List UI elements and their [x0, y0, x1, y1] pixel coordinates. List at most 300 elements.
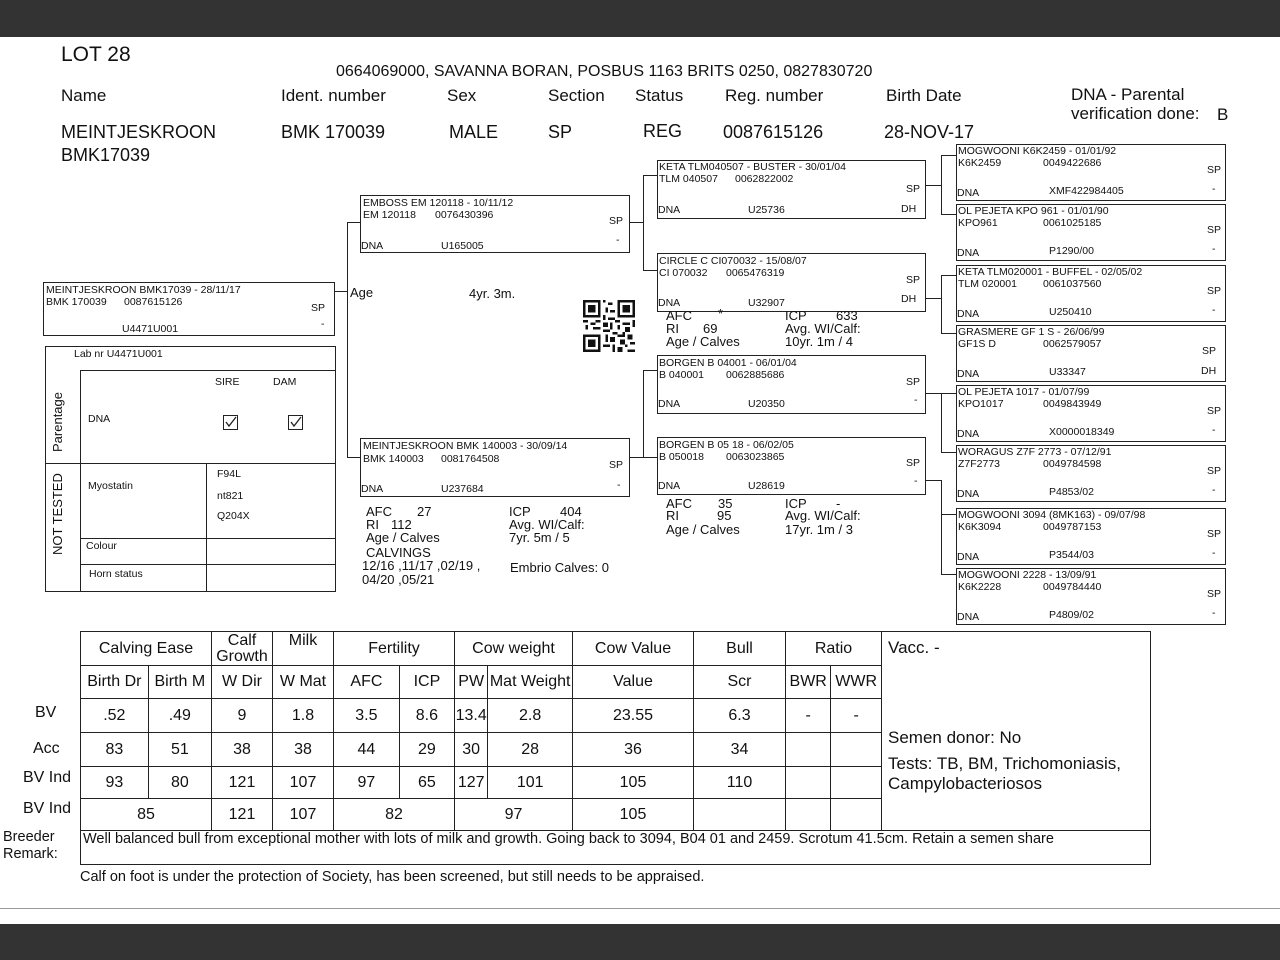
ggp-box	[956, 568, 1226, 625]
ind2-cell: 97	[455, 799, 573, 831]
gdd-ri: 95	[717, 508, 732, 523]
box-id: EM 120118	[363, 209, 416, 221]
box-reg: 0049422686	[1043, 157, 1102, 169]
bv-cell: 23.55	[573, 699, 694, 733]
header-birth: Birth Date	[886, 86, 962, 105]
connector	[347, 457, 360, 458]
gdd-box	[657, 437, 926, 495]
box-dna: U250410	[1049, 306, 1092, 318]
divider	[80, 370, 81, 591]
top-bar	[0, 0, 1280, 37]
animal-ident: BMK 170039	[281, 122, 386, 142]
dam-afc-label: AFC	[366, 504, 392, 519]
gsd-ri-label: RI	[666, 321, 679, 336]
group-cow-value: Cow Value	[573, 632, 694, 666]
box-title: WORAGUS Z7F 2773 - 07/12/91	[958, 446, 1112, 458]
acc-cell	[786, 733, 831, 767]
connector	[941, 333, 956, 334]
box-dna-label: DNA	[957, 428, 980, 440]
box-reg: 0081764508	[441, 453, 500, 465]
remark-label-2: Remark:	[3, 846, 58, 862]
box-id: GF1S D	[958, 338, 996, 350]
box-dash: -	[1212, 424, 1216, 436]
ind2-cell: 85	[81, 799, 212, 831]
box-id: KPO961	[958, 217, 998, 229]
gdd-ri-label: RI	[666, 508, 679, 523]
box-section: SP	[609, 215, 624, 227]
connector	[629, 222, 643, 223]
animal-reg: 0087615126	[723, 122, 824, 142]
connector	[643, 175, 657, 176]
acc-cell: 51	[148, 733, 211, 767]
box-section: SP	[1207, 528, 1222, 540]
acc-cell	[831, 733, 882, 767]
dam-ri: 112	[391, 517, 412, 532]
bv-cell: -	[786, 699, 831, 733]
box-dna: U33347	[1049, 366, 1086, 378]
divider	[80, 564, 335, 565]
acc-cell: 34	[694, 733, 786, 767]
box-reg: 0087615126	[124, 296, 183, 308]
bv-cell: 3.5	[334, 699, 400, 733]
colour-label: Colour	[86, 540, 117, 552]
box-section: SP	[1207, 405, 1222, 417]
box-dna: X0000018349	[1049, 426, 1115, 438]
gsd-icp: 633	[836, 308, 858, 323]
dam-wi-label: Avg. WI/Calf:	[509, 517, 585, 532]
row-label-bv: BV	[35, 704, 57, 721]
bv-cell: .49	[148, 699, 211, 733]
box-section: SP	[609, 459, 624, 471]
parentage-label: Parentage	[50, 392, 65, 452]
ind2-cell: 105	[573, 799, 694, 831]
ggp-box	[956, 508, 1226, 565]
box-section: SP	[906, 376, 921, 388]
ind-cell: 121	[212, 767, 273, 799]
column-header: W Dir	[212, 666, 273, 699]
box-reg: 0062579057	[1043, 338, 1102, 350]
box-section: SP	[906, 457, 921, 469]
connector	[941, 214, 956, 215]
gdd-wi-label: Avg. WI/Calf:	[785, 508, 861, 523]
footer-note: Calf on foot is under the protection of Society, has been screened, but still needs to be appraised.	[80, 869, 705, 885]
divider	[46, 463, 335, 464]
box-id: B 040001	[659, 369, 704, 381]
column-header: Birth Dr	[81, 666, 149, 699]
dam-calvings-1: 12/16 ,11/17 ,02/19 ,	[362, 558, 481, 573]
connector	[941, 275, 956, 276]
semen-donor: Semen donor: No	[888, 728, 1022, 747]
age-label: Age	[350, 285, 374, 300]
box-title: CIRCLE C CI070032 - 15/08/07	[659, 255, 807, 267]
box-id: B 050018	[659, 451, 704, 463]
connector	[941, 275, 942, 334]
horn-status-label: Horn status	[89, 568, 143, 580]
acc-cell: 38	[273, 733, 334, 767]
dam-calvings-2: 04/20 ,05/21	[362, 572, 435, 587]
box-reg: 0062885686	[726, 369, 785, 381]
ind-cell: 110	[694, 767, 786, 799]
gds-box	[657, 355, 926, 414]
ind-cell: 65	[399, 767, 454, 799]
connector	[629, 457, 643, 458]
connector	[925, 298, 942, 299]
vaccination: Vacc. -	[888, 638, 940, 657]
ind2-cell: 82	[334, 799, 455, 831]
gsd-icp-label: ICP	[785, 308, 807, 323]
box-reg: 0061037560	[1043, 278, 1102, 290]
header-section: Section	[548, 86, 605, 105]
box-dna-label: DNA	[957, 611, 980, 623]
bottom-bar	[0, 924, 1280, 960]
dna-label: DNA	[88, 413, 111, 425]
box-section: SP	[1202, 345, 1217, 357]
group-milk: Milk	[273, 632, 334, 666]
animal-pedigree-box	[43, 282, 335, 336]
acc-cell: 30	[455, 733, 488, 767]
box-title: BORGEN B 05 18 - 06/02/05	[659, 439, 794, 451]
box-id: KPO1017	[958, 398, 1004, 410]
box-id: TLM 020001	[958, 278, 1017, 290]
check-icon	[289, 416, 302, 429]
box-dna: U4471U001	[122, 323, 179, 335]
column-header: PW	[455, 666, 488, 699]
gdd-icp: -	[836, 496, 841, 511]
animal-section: SP	[548, 122, 573, 142]
box-dash: -	[321, 318, 325, 330]
connector	[334, 291, 348, 292]
box-dna-label: DNA	[658, 480, 681, 492]
header-status: Status	[635, 86, 684, 105]
bv-cell: 6.3	[694, 699, 786, 733]
box-title: MEINTJESKROON BMK 140003 - 30/09/14	[363, 440, 568, 452]
contact-line: 0664069000, SAVANNA BORAN, POSBUS 1163 BRITS 0250, 0827830720	[336, 63, 873, 80]
connector	[941, 155, 956, 156]
group-ratio: Ratio	[786, 632, 882, 666]
connector	[941, 480, 942, 575]
dam-icp: 404	[560, 504, 582, 519]
gsd-afc-label: AFC	[666, 308, 692, 323]
box-title: OL PEJETA 1017 - 01/07/99	[958, 386, 1090, 398]
dam-dna-checkbox	[288, 415, 303, 430]
ggp-box	[956, 385, 1226, 442]
box-section: SP	[1207, 164, 1222, 176]
box-dash: -	[616, 234, 620, 246]
box-id: BMK 170039	[46, 296, 107, 308]
box-section: SP	[1207, 465, 1222, 477]
box-dna: P3544/03	[1049, 549, 1094, 561]
connector	[643, 370, 644, 457]
wwr-empty	[831, 799, 882, 831]
bv-cell: .52	[81, 699, 149, 733]
box-dna: U237684	[441, 483, 484, 495]
row-label-bv-ind-2: BV Ind	[23, 800, 72, 817]
connector	[925, 393, 942, 394]
dam-afc: 27	[417, 504, 432, 519]
myostatin-q204x: Q204X	[217, 510, 250, 522]
acc-cell: 36	[573, 733, 694, 767]
connector	[941, 514, 956, 515]
box-reg: 0063023865	[726, 451, 785, 463]
box-id: BMK 140003	[363, 453, 424, 465]
ind2-cell: 121	[212, 799, 273, 831]
box-dna-label: DNA	[957, 368, 980, 380]
box-id: K6K3094	[958, 521, 1002, 533]
box-id: TLM 040507	[659, 173, 718, 185]
ind-cell: 93	[81, 767, 149, 799]
bull-empty	[694, 799, 786, 831]
qr-code-icon	[583, 300, 635, 352]
box-section-2: DH	[901, 293, 917, 305]
ggp-box	[956, 204, 1226, 261]
column-header: ICP	[399, 666, 454, 699]
box-dna-label: DNA	[957, 247, 980, 259]
column-header: WWR	[831, 666, 882, 699]
box-section: SP	[906, 183, 921, 195]
connector	[347, 222, 360, 223]
dam-ri-label: RI	[366, 517, 379, 532]
box-title: OL PEJETA KPO 961 - 01/01/90	[958, 205, 1109, 217]
box-section: SP	[906, 274, 921, 286]
divider	[80, 370, 335, 371]
box-dna: P4853/02	[1049, 486, 1094, 498]
connector	[925, 185, 942, 186]
animal-name: MEINTJESKROON	[61, 122, 217, 142]
age-value: 4yr. 3m.	[469, 286, 516, 301]
connector	[925, 480, 942, 481]
ggp-box	[956, 325, 1226, 382]
box-reg: 0062822002	[735, 173, 794, 185]
check-icon	[224, 416, 237, 429]
connector	[643, 370, 657, 371]
ggp-box	[956, 445, 1226, 502]
box-dna: U165005	[441, 240, 484, 252]
column-header: Birth M	[148, 666, 211, 699]
group-calf-growth: Calf Growth	[212, 632, 273, 666]
lab-number: Lab nr U4471U001	[74, 348, 163, 360]
connector	[941, 393, 956, 394]
breeder-remark: Well balanced bull from exceptional mother with lots of milk and growth. Going back to 3094, B04 01 and 2459. Scrotum 41.5cm. Retain a semen share	[81, 831, 1151, 865]
box-dna: P1290/00	[1049, 245, 1094, 257]
box-dna: U25736	[748, 204, 785, 216]
bv-cell: 13.4	[455, 699, 488, 733]
connector	[643, 175, 644, 271]
dam-calvings-label: CALVINGS	[366, 545, 431, 560]
group-calving-ease: Calving Ease	[81, 632, 212, 666]
box-reg: 0049784440	[1043, 581, 1102, 593]
connector	[347, 222, 348, 458]
box-dna-label: DNA	[658, 297, 681, 309]
box-dash: -	[617, 479, 621, 491]
box-title: MOGWOONI 2228 - 13/09/91	[958, 569, 1097, 581]
acc-cell: 44	[334, 733, 400, 767]
gdd-age-label: Age / Calves	[666, 522, 740, 537]
ind2-cell: 107	[273, 799, 334, 831]
ggp-box	[956, 144, 1226, 201]
dam-age-label: Age / Calves	[366, 530, 440, 545]
box-dash: -	[1212, 607, 1216, 619]
box-dash: -	[1212, 547, 1216, 559]
box-reg: 0076430396	[435, 209, 494, 221]
ggp-box	[956, 265, 1226, 322]
gsd-afc: *	[718, 306, 724, 321]
dam-label: DAM	[273, 376, 297, 388]
box-id: CI 070032	[659, 267, 708, 279]
gdd-afc-label: AFC	[666, 496, 692, 511]
bv-cell: -	[831, 699, 882, 733]
bv-cell: 1.8	[273, 699, 334, 733]
ind-cell	[786, 767, 831, 799]
header-dna-2: verification done:	[1071, 104, 1200, 123]
box-dash: DH	[1201, 365, 1217, 377]
column-header: Value	[573, 666, 694, 699]
connector	[643, 457, 657, 458]
row-label-acc: Acc	[33, 740, 60, 757]
dna-verification-value: B	[1217, 105, 1229, 124]
column-header: Scr	[694, 666, 786, 699]
box-dna-label: DNA	[957, 187, 980, 199]
ind-cell: 97	[334, 767, 400, 799]
box-title: MOGWOONI K6K2459 - 01/01/92	[958, 145, 1117, 157]
dam-box	[360, 438, 630, 497]
tests-2: Campylobacteriosos	[888, 774, 1043, 793]
group-cow-weight: Cow weight	[455, 632, 573, 666]
ind-cell: 127	[455, 767, 488, 799]
gdd-age-value: 17yr. 1m / 3	[785, 522, 853, 537]
box-reg: 0061025185	[1043, 217, 1102, 229]
box-dna-label: DNA	[361, 240, 384, 252]
acc-cell: 83	[81, 733, 149, 767]
box-id: K6K2228	[958, 581, 1002, 593]
box-reg: 0049787153	[1043, 521, 1102, 533]
box-dash: -	[1212, 183, 1216, 195]
animal-name-2: BMK17039	[61, 145, 151, 165]
gsd-ri: 69	[703, 321, 718, 336]
column-header: BWR	[786, 666, 831, 699]
box-dna-label: DNA	[957, 488, 980, 500]
box-dna-label: DNA	[361, 483, 384, 495]
column-header: W Mat	[273, 666, 334, 699]
row-label-bv-ind: BV Ind	[23, 769, 72, 786]
box-dna: U20350	[748, 398, 785, 410]
gdd-afc: 35	[718, 496, 733, 511]
bwr-empty	[786, 799, 831, 831]
box-dna: P4809/02	[1049, 609, 1094, 621]
box-dna: U28619	[748, 480, 785, 492]
box-title: MEINTJESKROON BMK17039 - 28/11/17	[46, 284, 241, 296]
tests-1: Tests: TB, BM, Trichomoniasis,	[888, 754, 1122, 773]
box-dna: U32907	[748, 297, 785, 309]
column-header: Mat Weight	[488, 666, 573, 699]
divider	[80, 538, 335, 539]
box-title: EMBOSS EM 120118 - 10/11/12	[363, 197, 514, 209]
box-dash: -	[914, 394, 918, 406]
group-bull: Bull	[694, 632, 786, 666]
header-name: Name	[61, 86, 107, 105]
sire-box	[360, 195, 630, 253]
header-dna-1: DNA - Parental	[1071, 85, 1185, 104]
connector	[643, 270, 657, 271]
animal-status: REG	[643, 121, 683, 141]
acc-cell: 29	[399, 733, 454, 767]
box-dash: -	[1212, 484, 1216, 496]
gsd-age-label: Age / Calves	[666, 334, 740, 349]
animal-birth: 28-NOV-17	[884, 122, 975, 142]
box-section: SP	[1207, 224, 1222, 236]
lot-number: LOT 28	[61, 43, 131, 66]
box-reg: 0049784598	[1043, 458, 1102, 470]
gs-box	[657, 160, 926, 219]
bv-cell: 9	[212, 699, 273, 733]
box-id: Z7F2773	[958, 458, 1001, 470]
box-title: GRASMERE GF 1 S - 26/06/99	[958, 326, 1105, 338]
myostatin-f94l: F94L	[217, 468, 241, 480]
lab-box	[45, 346, 336, 592]
breeding-values-table	[80, 631, 1151, 865]
not-tested-label: NOT TESTED	[50, 473, 65, 555]
gdd-icp-label: ICP	[785, 496, 807, 511]
box-section: SP	[1207, 588, 1222, 600]
box-dash: -	[1212, 304, 1216, 316]
acc-cell: 38	[212, 733, 273, 767]
ind-cell: 80	[148, 767, 211, 799]
gsd-box	[657, 253, 926, 312]
box-section: SP	[1207, 285, 1222, 297]
box-dna-label: DNA	[658, 398, 681, 410]
column-header: AFC	[334, 666, 400, 699]
header-ident: Ident. number	[281, 86, 386, 105]
connector	[941, 452, 956, 453]
animal-sex: MALE	[449, 122, 499, 142]
box-title: BORGEN B 04001 - 06/01/04	[659, 357, 797, 369]
box-dna-label: DNA	[957, 551, 980, 563]
bv-cell: 8.6	[399, 699, 454, 733]
dam-icp-label: ICP	[509, 504, 531, 519]
dam-age-value: 7yr. 5m / 5	[509, 530, 570, 545]
ind-cell: 101	[488, 767, 573, 799]
ind-cell: 105	[573, 767, 694, 799]
myostatin-label: Myostatin	[88, 480, 133, 492]
acc-cell: 28	[488, 733, 573, 767]
connector	[941, 393, 942, 453]
header-sex: Sex	[447, 86, 477, 105]
box-title: MOGWOONI 3094 (8MK163) - 09/07/98	[958, 509, 1146, 521]
box-reg: 0065476319	[726, 267, 785, 279]
divider	[206, 463, 207, 591]
bv-cell: 2.8	[488, 699, 573, 733]
group-fertility: Fertility	[334, 632, 455, 666]
divider	[0, 908, 1280, 909]
header-reg: Reg. number	[725, 86, 824, 105]
box-title: KETA TLM040507 - BUSTER - 30/01/04	[659, 161, 846, 173]
ind-cell	[831, 767, 882, 799]
dam-embrio: Embrio Calves: 0	[510, 560, 609, 575]
box-dna-label: DNA	[957, 308, 980, 320]
remark-label-1: Breeder	[3, 829, 55, 845]
ind-cell: 107	[273, 767, 334, 799]
connector	[941, 574, 956, 575]
vaccination-cell	[882, 632, 1151, 831]
sire-label: SIRE	[215, 376, 240, 388]
gsd-wi-label: Avg. WI/Calf:	[785, 321, 861, 336]
box-reg: 0049843949	[1043, 398, 1102, 410]
box-dash: -	[914, 475, 918, 487]
box-dna-label: DNA	[658, 204, 681, 216]
box-section: SP	[311, 302, 326, 314]
box-section-2: DH	[901, 203, 917, 215]
box-id: K6K2459	[958, 157, 1002, 169]
myostatin-nt821: nt821	[217, 490, 244, 502]
